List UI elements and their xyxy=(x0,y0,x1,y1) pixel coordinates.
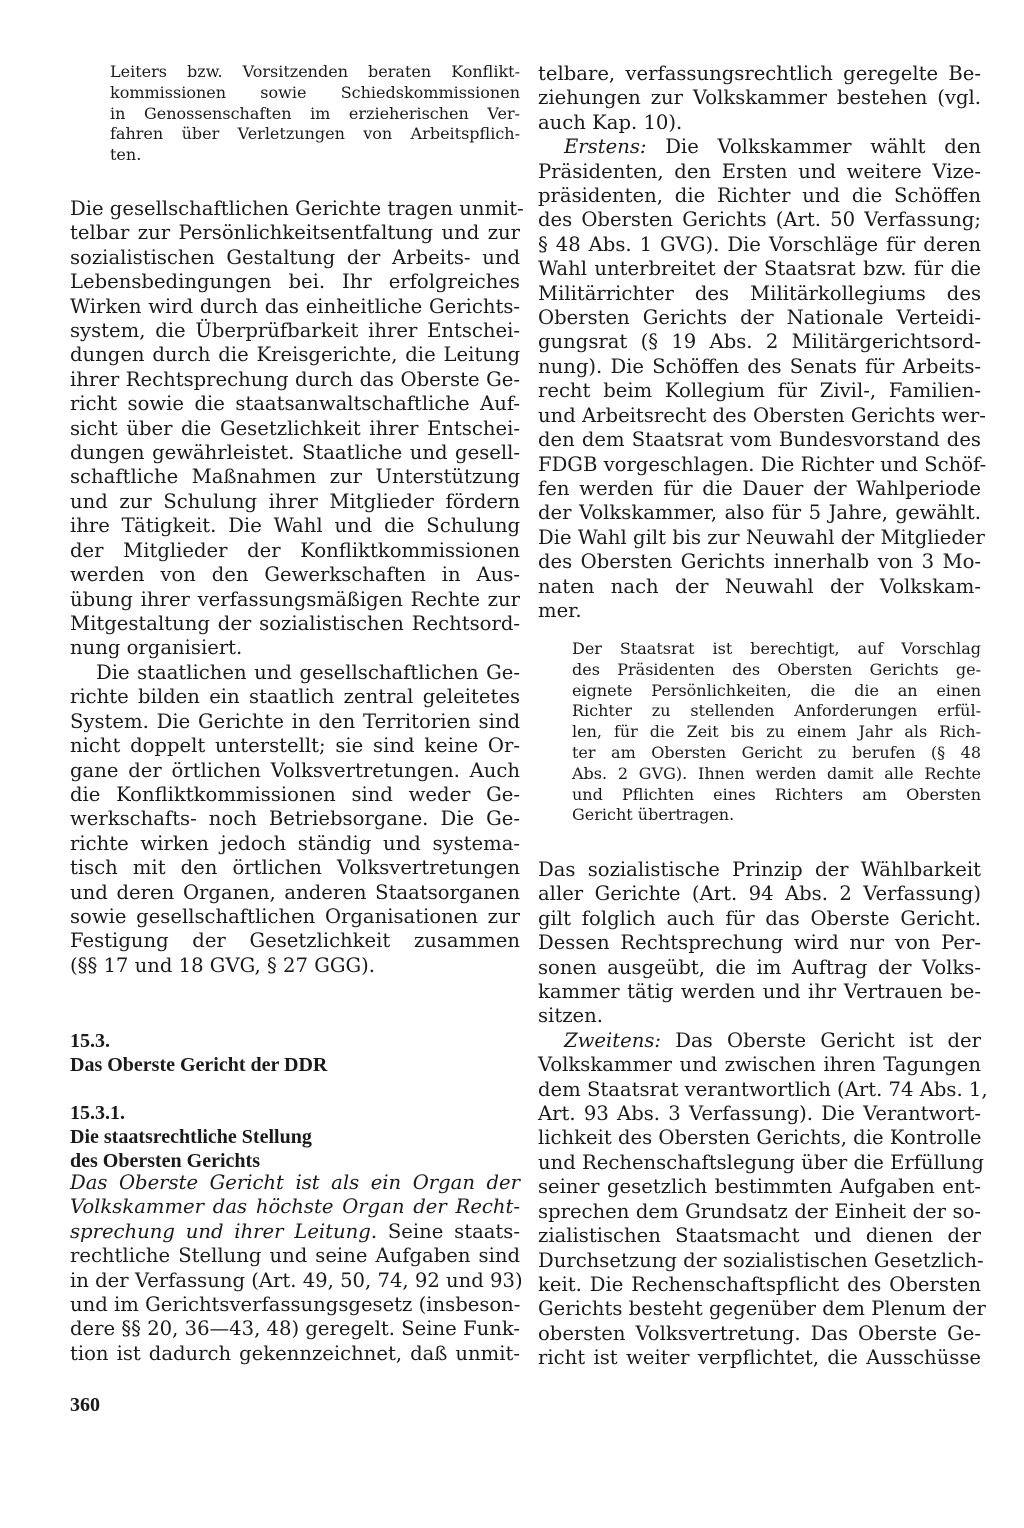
note-block-right xyxy=(572,639,981,826)
enumeration-label: Erstens: xyxy=(564,135,647,159)
text-line: tion ist dadurch gekennzeichnet, daß unmit- xyxy=(70,1341,520,1365)
text-line: und im Gerichtsverfassungsgesetz (insbeson- xyxy=(70,1293,521,1317)
text-line: seiner gesetzlich bestimmten Aufgaben ent- xyxy=(538,1175,981,1199)
page-number: 360 xyxy=(70,1394,100,1416)
text-line: Die Wahl gilt bis zur Neuwahl der Mitglieder xyxy=(538,525,985,549)
text-line: und deren Organen, anderen Staatsorganen xyxy=(70,880,520,904)
text-line: Durchsetzung der sozialistischen Gesetzlich- xyxy=(538,1248,984,1272)
text-line-italic: Volkskammer das höchste Organ der Recht- xyxy=(70,1195,520,1219)
text-line: Wirken wird durch das einheitliche Gerichts- xyxy=(70,294,520,318)
text-line: und zur Schulung ihrer Mitglieder fördern xyxy=(70,489,520,513)
text-line: sowie gesellschaftlichen Organisationen zur xyxy=(70,905,520,929)
text-line: System. Die Gerichte in den Territorien sind xyxy=(70,709,520,733)
subsection-title: des Obersten Gerichts xyxy=(70,1150,260,1172)
text-line: präsidenten, die Richter und die Schöffen xyxy=(538,184,981,208)
text-line: nung). Die Schöffen des Senats für Arbeits- xyxy=(538,354,981,378)
note-line: Abs. 2 GVG). Ihnen werden damit alle Rechte xyxy=(572,763,981,783)
text-line: werden von den Gewerkschaften in Aus- xyxy=(70,563,520,587)
note-block-left xyxy=(110,62,520,166)
text-line: ihre Tätigkeit. Die Wahl und die Schulung xyxy=(70,514,520,538)
text-line: Mitgestaltung der sozialistischen Rechtsord- xyxy=(70,611,520,635)
text-line: werkschafts- noch Betriebsorgane. Die Ge- xyxy=(70,807,520,831)
text-line: in der Verfassung (Art. 49, 50, 74, 92 und 93) xyxy=(70,1268,523,1292)
text-line: Festigung der Gesetzlichkeit zusammen xyxy=(70,929,520,953)
text-line: system, die Überprüfbarkeit ihrer Entschei- xyxy=(70,319,520,343)
section-title: Das Oberste Gericht der DDR xyxy=(70,1054,328,1076)
text-line: sonen ausgeübt, die im Auftrag der Volks- xyxy=(538,955,981,979)
text-line: Obersten Gerichts der Nationale Verteidi- xyxy=(538,306,981,330)
subsection-title: Die staatsrechtliche Stellung xyxy=(70,1126,312,1148)
text-line: (§§ 17 und 18 GVG, § 27 GGG). xyxy=(70,953,376,977)
text-line: keit. Die Rechenschaftspflicht des Obersten xyxy=(538,1272,981,1296)
text-line: Das sozialistische Prinzip der Wählbarkeit xyxy=(538,858,981,881)
paragraph xyxy=(538,62,987,623)
text-line: ihrer Rechtsprechung durch das Oberste Ge- xyxy=(70,367,520,391)
text-line: Volkskammer und zwischen ihren Tagungen xyxy=(538,1053,981,1077)
text-line: dere §§ 20, 36—43, 48) geregelt. Seine Funk- xyxy=(70,1317,520,1341)
text-line: § 48 Abs. 1 GVG). Die Vorschläge für deren xyxy=(538,232,981,256)
text-span: Seine staats- xyxy=(377,1219,520,1243)
text-line: Wahl unterbreitet der Staatsrat bzw. für die xyxy=(538,257,981,281)
text-line: tisch mit den örtlichen Volksvertretungen xyxy=(70,856,520,880)
note-line: des Präsidenten des Obersten Gerichts ge- xyxy=(572,659,981,679)
text-line: Militärrichter des Militärkollegiums des xyxy=(538,281,981,305)
text-line: Präsidenten, den Ersten und weitere Vize- xyxy=(538,159,981,183)
note-line: kommissionen sowie Schiedskommissionen xyxy=(110,82,520,102)
text-line: übung ihrer verfassungsmäßigen Rechte zur xyxy=(70,587,520,611)
text-line: auch Kap. 10). xyxy=(538,110,683,134)
note-line: ter am Obersten Gericht zu berufen (§ 48 xyxy=(572,742,981,762)
note-line: Gericht übertragen. xyxy=(572,805,735,825)
text-line: naten nach der Neuwahl der Volkskam- xyxy=(538,574,981,598)
text-line xyxy=(538,1029,981,1053)
text-line: telbar zur Persönlichkeitsentfaltung und zur xyxy=(70,221,520,245)
text-line: FDGB vorgeschlagen. Die Richter und Schöf- xyxy=(538,452,987,476)
text-line: ziehungen zur Volkskammer bestehen (vgl. xyxy=(538,86,981,110)
text-line: telbare, verfassungsrechtlich geregelte Be- xyxy=(538,62,981,85)
text-line: und Rechenschaftslegung über die Erfüllung xyxy=(538,1150,984,1174)
text-line: dungen gewährleistet. Staatliche und gesell- xyxy=(70,441,520,465)
note-line: len, für die Zeit bis zu einem Jahr als Rich- xyxy=(572,722,981,742)
text-line: rechtliche Stellung und seine Aufgaben sind xyxy=(70,1244,520,1268)
text-line: Gerichts besteht gegenüber dem Plenum der xyxy=(538,1297,986,1321)
text-line: den dem Staatsrat vom Bundesvorstand des xyxy=(538,428,981,452)
text-line: sicht über die Gesetzlichkeit ihrer Entschei- xyxy=(70,416,520,440)
paragraph xyxy=(70,197,524,661)
text-line: Art. 93 Abs. 3 Verfassung). Die Verantwort- xyxy=(538,1102,981,1126)
paragraph xyxy=(70,661,520,978)
note-line: Richter zu stellenden Anforderungen erfül- xyxy=(572,701,981,721)
text-line: fen werden für die Dauer der Wahlperiode xyxy=(538,476,981,500)
text-line: die Konfliktkommissionen sind weder Ge- xyxy=(70,783,520,807)
text-line: gane der örtlichen Volksvertretungen. Auch xyxy=(70,758,520,782)
text-line: Dessen Rechtsprechung wird nur von Per- xyxy=(538,931,981,955)
text-line: mer. xyxy=(538,598,582,622)
note-line: fahren über Verletzungen von Arbeitspflich- xyxy=(110,124,520,144)
subsection-number: 15.3.1. xyxy=(70,1102,125,1124)
text-line: Die gesellschaftlichen Gerichte tragen unmit- xyxy=(70,197,524,220)
text-line: zialistischen Staatsmacht und dienen der xyxy=(538,1224,981,1248)
text-line: richt sowie die staatsanwaltschaftliche Auf- xyxy=(70,392,520,416)
text-line xyxy=(538,135,981,159)
text-line: nicht doppelt unterstellt; sie sind keine Or- xyxy=(70,734,520,758)
subsection-heading xyxy=(70,1101,312,1173)
note-line: eignete Persönlichkeiten, die die an einen xyxy=(572,680,981,700)
text-line: kammer tätig werden und ihr Vertrauen be- xyxy=(538,980,981,1004)
text-line: Die staatlichen und gesellschaftlichen Ge- xyxy=(96,661,520,684)
emphasis-text: sprechung und ihrer Leitung. xyxy=(70,1219,378,1243)
text-line: nung organisiert. xyxy=(70,636,243,660)
text-line: und Arbeitsrecht des Obersten Gerichts wer- xyxy=(538,403,986,427)
text-line xyxy=(70,1220,520,1244)
text-line: richte wirken jedoch ständig und systema- xyxy=(70,831,520,855)
text-line: schaftliche Maßnahmen zur Unterstützung xyxy=(70,465,520,489)
text-line: dem Staatsrat verantwortlich (Art. 74 Abs. 1, xyxy=(538,1077,988,1101)
text-line: sozialistischen Gestaltung der Arbeits- und xyxy=(70,245,520,269)
text-line: richt ist weiter verpflichtet, die Ausschüsse xyxy=(538,1346,981,1370)
text-line: des Obersten Gerichts (Art. 50 Verfassung; xyxy=(538,208,981,232)
text-line-italic: Das Oberste Gericht ist als ein Organ der xyxy=(70,1171,520,1194)
text-line: aller Gerichte (Art. 94 Abs. 2 Verfassung) xyxy=(538,882,981,906)
note-line: Der Staatsrat ist berechtigt, auf Vorschlag xyxy=(572,639,981,658)
section-number: 15.3. xyxy=(70,1030,110,1052)
text-line: obersten Volksvertretung. Das Oberste Ge- xyxy=(538,1321,981,1345)
text-span: Das Oberste Gericht ist der xyxy=(661,1028,981,1052)
enumeration-label: Zweitens: xyxy=(564,1028,661,1052)
text-span: Die Volkskammer wählt den xyxy=(646,135,981,159)
text-line: gungsrat (§ 19 Abs. 2 Militärgerichtsord- xyxy=(538,330,981,354)
note-line: Leiters bzw. Vorsitzenden beraten Konflikt- xyxy=(110,62,520,81)
note-line: in Genossenschaften im erzieherischen Ver- xyxy=(110,103,520,123)
text-line: der Volkskammer, also für 5 Jahre, gewählt. xyxy=(538,501,981,525)
paragraph xyxy=(70,1171,523,1366)
note-line: ten. xyxy=(110,145,142,165)
paragraph xyxy=(538,858,988,1371)
text-line: lichkeit des Obersten Gerichts, die Kontrolle xyxy=(538,1126,982,1150)
text-line: sitzen. xyxy=(538,1004,603,1028)
text-line: gilt folglich auch für das Oberste Gericht. xyxy=(538,906,981,930)
text-line: richte bilden ein staatlich zentral geleitetes xyxy=(70,685,520,709)
text-line: sprechen dem Grundsatz der Einheit der so- xyxy=(538,1199,981,1223)
text-line: der Mitglieder der Konfliktkommissionen xyxy=(70,538,520,562)
text-line: recht beim Kollegium für Zivil-, Familien- xyxy=(538,379,981,403)
text-line: des Obersten Gerichts innerhalb von 3 Mo- xyxy=(538,550,981,574)
section-heading xyxy=(70,1029,327,1077)
note-line: und Pflichten eines Richters am Obersten xyxy=(572,784,981,804)
text-line: dungen durch die Kreisgerichte, die Leitung xyxy=(70,343,520,367)
text-line: Lebensbedingungen bei. Ihr erfolgreiches xyxy=(70,270,520,294)
